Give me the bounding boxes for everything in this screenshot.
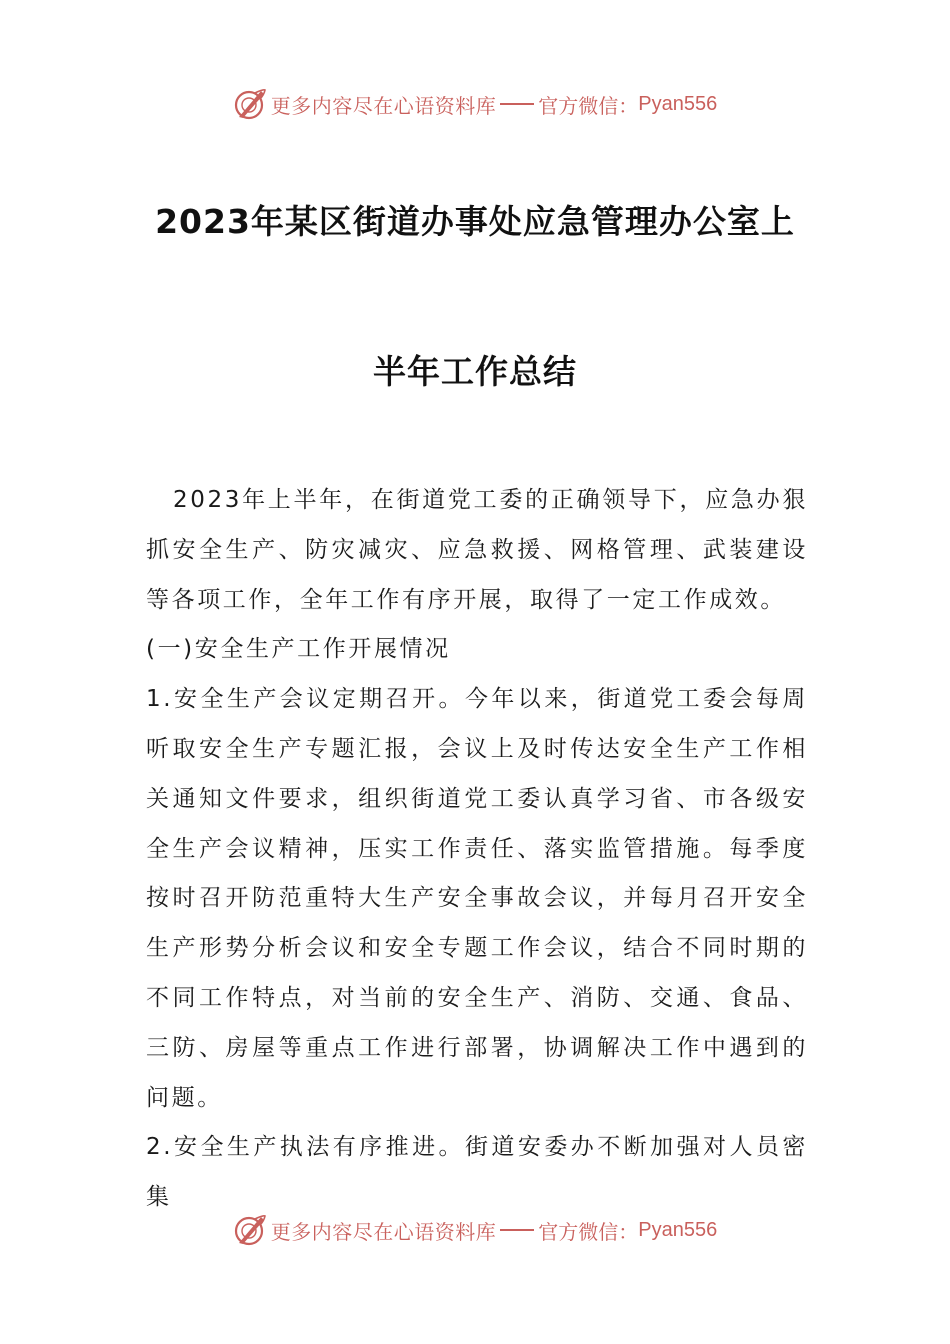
body-paragraph-intro: 2023年上半年，在街道党工委的正确领导下，应急办狠抓安全生产、防灾减灾、应急救援、网格管理、武装建设等各项工作，全年工作有序开展，取得了一定工作成效。: [146, 487, 808, 613]
quill-pen-logo-icon: [233, 1213, 267, 1247]
body-paragraph-item-2: 2.安全生产执法有序推进。街道安委办不断加强对人员密集: [146, 1134, 808, 1211]
document-body: [146, 476, 808, 1223]
footer-wechat-id: Pyan556: [638, 1218, 718, 1241]
footer-dash-divider: [500, 1229, 534, 1231]
header-watermark: [0, 82, 950, 126]
document-title-line-1: 2023年某区街道办事处应急管理办公室上: [155, 202, 795, 241]
header-wechat-label: 官方微信：: [538, 93, 639, 118]
document-title-line-2: 半年工作总结: [373, 352, 577, 391]
footer-watermark: [0, 1208, 950, 1252]
quill-pen-logo-icon: [233, 87, 267, 121]
body-paragraph-item-1: 1.安全生产会议定期召开。今年以来，街道党工委会每周听取安全生产专题汇报，会议上及时传达安全生产工作相关通知文件要求，组织街道党工委认真学习省、市各级安全生产会议精神，压实工作责任、落实监管措施。每季度按时召开防范重特大生产安全事故会议，并每月召开安全生产形势分析会议和安全专题工作会议，结合不同时期的不同工作特点，对当前的安全生产、消防、交通、食品、三防、房屋等重点工作进行部署，协调解决工作中遇到的问题。: [146, 686, 808, 1111]
header-dash-divider: [500, 103, 534, 105]
header-wechat-id: Pyan556: [638, 92, 718, 115]
section-heading-safety: (一)安全生产工作开展情况: [146, 636, 451, 663]
header-brand-text: 更多内容尽在心语资料库: [270, 93, 497, 118]
footer-wechat-label: 官方微信：: [538, 1219, 639, 1244]
footer-brand-text: 更多内容尽在心语资料库: [270, 1219, 497, 1244]
